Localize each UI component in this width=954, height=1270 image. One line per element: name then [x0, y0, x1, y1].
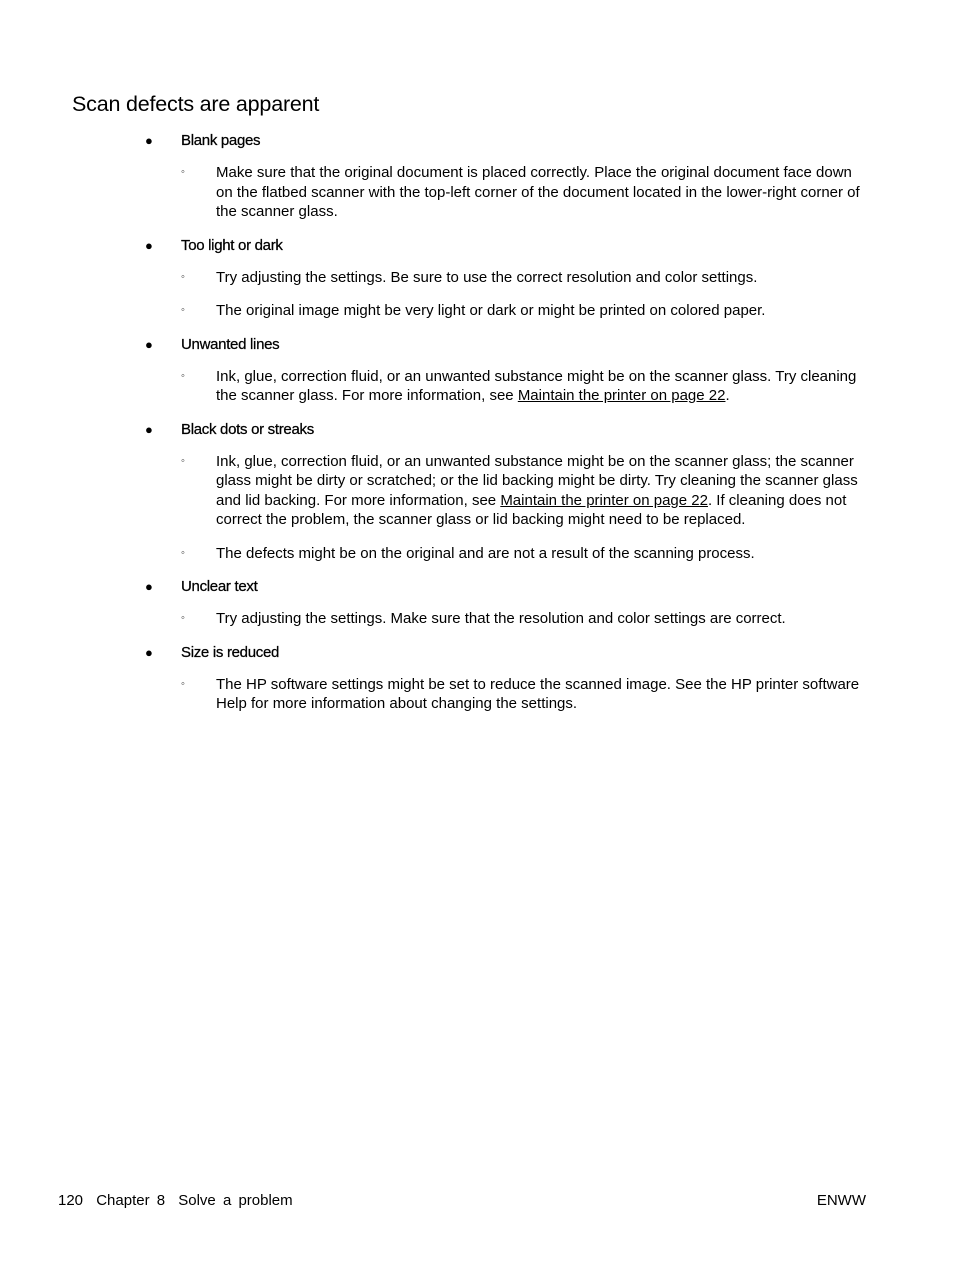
list-item — [0, 544, 954, 564]
footer-edition-code: ENWW — [816, 1192, 866, 1209]
sub-list — [0, 367, 954, 406]
sub-list — [0, 268, 954, 321]
sub-bullet-icon: ◦ — [181, 677, 185, 690]
sub-bullet-icon: ◦ — [181, 270, 185, 283]
list-item-text — [216, 609, 866, 629]
list-item-text — [216, 452, 866, 530]
list-item-text — [216, 301, 866, 321]
sub-bullet-icon: ◦ — [181, 454, 185, 467]
sub-bullet-icon: ◦ — [181, 612, 185, 624]
sub-bullet-icon: ◦ — [181, 166, 185, 178]
topic-black-dots-or-streaks — [0, 420, 954, 564]
list-item-text — [216, 675, 866, 714]
text-part: Ink, glue, correction fluid, or an unwanted substance might be on the scanner glass; the scanner glass might be dirty or scratched; or the lid backing might be dirty. Try cleaning the scanner glass and lid backing. For more information, see — [216, 452, 858, 509]
topic-list — [0, 131, 954, 728]
chapter-label: Chapter 8 — [96, 1192, 166, 1209]
sub-list — [0, 609, 954, 629]
list-item — [0, 301, 954, 321]
topic-title: Unclear text — [181, 578, 258, 595]
text-part: Make sure that the original document is placed correctly. Place the original document face down on the flatbed scanner with the top-left corner of the document located in the lower-right corner of the scanner glass. — [216, 164, 860, 220]
bullet-icon: ● — [145, 133, 153, 148]
page-title: Scan defects are apparent — [72, 92, 320, 116]
bullet-icon: ● — [145, 579, 153, 594]
sub-list — [0, 452, 954, 564]
sub-bullet-icon: ◦ — [181, 304, 185, 316]
topic-size-is-reduced — [0, 643, 954, 714]
list-item-text — [216, 268, 866, 288]
text-part: Ink, glue, correction fluid, or an unwanted substance might be on the scanner glass. Try cleaning the scanner glass. For more information, see — [216, 367, 857, 404]
text-part: The HP software settings might be set to reduce the scanned image. See the HP printer software Help for more information about changing the settings. — [216, 675, 860, 712]
list-item-text — [216, 544, 866, 564]
sub-list — [0, 163, 954, 222]
bullet-icon: ● — [145, 336, 153, 352]
topic-title: Blank pages — [181, 132, 261, 149]
topic-unwanted-lines — [0, 335, 954, 406]
topic-title: Too light or dark — [181, 236, 283, 254]
list-item-text — [216, 367, 866, 406]
bullet-icon: ● — [145, 237, 153, 253]
list-item — [0, 268, 954, 288]
maintain-printer-link[interactable]: Maintain the printer on page 22 — [517, 387, 726, 404]
bullet-icon: ● — [145, 644, 153, 660]
list-item-text — [216, 163, 866, 222]
list-item — [0, 367, 954, 406]
topic-title: Size is reduced — [181, 643, 280, 661]
chapter-title: Solve a problem — [178, 1192, 293, 1209]
text-part: The original image might be very light or dark or might be printed on colored paper. — [216, 302, 766, 319]
sub-bullet-icon: ◦ — [181, 546, 185, 559]
list-item — [0, 163, 954, 222]
topic-title: Black dots or streaks — [181, 420, 314, 438]
text-part: The defects might be on the original and are not a result of the scanning process. — [216, 544, 755, 562]
topic-title: Unwanted lines — [181, 335, 280, 353]
page-footer — [58, 1191, 293, 1211]
list-item — [0, 675, 954, 714]
topic-too-light-or-dark — [0, 236, 954, 321]
text-part: Try adjusting the settings. Make sure that the resolution and color settings are correct. — [216, 610, 786, 627]
topic-unclear-text — [0, 577, 954, 629]
topic-blank-pages — [0, 131, 954, 222]
text-part: . If cleaning does not correct the problem, the scanner glass or lid backing might need to be replaced. — [216, 491, 847, 528]
list-item — [0, 609, 954, 629]
sub-list — [0, 675, 954, 714]
maintain-printer-link[interactable]: Maintain the printer on page 22 — [500, 491, 708, 509]
bullet-icon: ● — [145, 421, 153, 437]
text-part: Try adjusting the settings. Be sure to use the correct resolution and color settings. — [216, 268, 758, 286]
sub-bullet-icon: ◦ — [181, 369, 185, 382]
list-item — [0, 452, 954, 530]
page-number: 120 — [58, 1192, 84, 1209]
text-part: . — [725, 387, 730, 404]
